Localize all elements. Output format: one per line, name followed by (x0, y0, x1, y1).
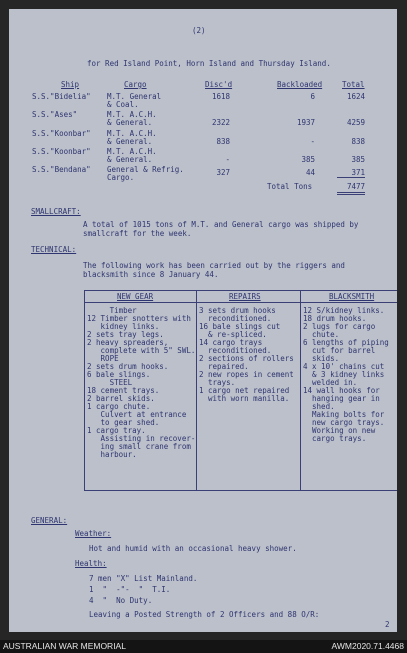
repairs-item: 1 cargo net repaired (199, 386, 290, 395)
table-row-ship: S.S."Koonbar" (32, 147, 91, 156)
table-row-disc: 327 (216, 168, 230, 177)
total-double-rule (337, 192, 365, 193)
footer-left: AUSTRALIAN WAR MEMORIAL (3, 641, 126, 651)
table-row-cargo: M.T. A.C.H. (107, 129, 157, 138)
repairs-item: 2 sections of rollers (199, 354, 294, 363)
blacksmith-item: 6 lengths of piping (303, 338, 389, 347)
health-line: 7 men "X" List Mainland. (89, 574, 198, 583)
new-gear-item: 18 cement trays. (87, 386, 160, 395)
table-row-cargo: Cargo. (107, 173, 135, 182)
total-value: 7477 (346, 182, 365, 191)
blacksmith-item: shed. (303, 402, 335, 411)
table-row-cargo: & Coal. (107, 100, 139, 109)
new-gear-item: kidney links. (87, 322, 160, 331)
blacksmith-item: 14 wall hooks for (303, 386, 380, 395)
repairs-item: reconditioned. (199, 346, 272, 355)
table-row-cargo: & General. (107, 155, 153, 164)
new-gear-item: Assisting in recover- (87, 434, 196, 443)
blacksmith-item: new cargo trays. (303, 418, 385, 427)
health-line: 1 " -"- " T.I. (89, 585, 171, 594)
technical-text: The following work has been carried out by the riggers and (83, 261, 345, 270)
blacksmith-item: welded in. (303, 378, 358, 387)
table-row-cargo: General & Refrig. (107, 165, 184, 174)
col-header-disc: Disc'd (205, 80, 233, 89)
table-row-ship: S.S."Bendana" (32, 165, 91, 174)
table-row-disc: 838 (216, 137, 230, 146)
new-gear-item: 1 cargo chute. (87, 402, 151, 411)
table-row-cargo: M.T. A.C.H. (107, 110, 157, 119)
new-gear-item: ing small crane from (87, 442, 191, 451)
smallcraft-text: A total of 1015 tons of M.T. and General cargo was shipped by (83, 220, 359, 229)
archive-footer (0, 640, 407, 653)
table-row-disc: - (225, 155, 230, 164)
table-row-back: 6 (310, 92, 315, 101)
document-heading: for Red Island Point, Horn Island and Thursday Island. (87, 59, 331, 68)
document-page (9, 9, 397, 632)
corner-mark: 2 (385, 620, 390, 629)
table-row-ship: S.S."Bidelia" (32, 92, 91, 101)
table-divider (300, 290, 301, 491)
repairs-item: with worn manilla. (199, 394, 290, 403)
table-row-back: - (310, 137, 315, 146)
repairs-item: & re-spliced. (199, 330, 267, 339)
new-gear-item: 1 cargo tray. (87, 426, 146, 435)
table-row-back: 44 (305, 168, 315, 177)
blacksmith-item: 2 lugs for cargo (303, 322, 376, 331)
table-row-cargo: M.T. General (107, 92, 162, 101)
strength-line: Leaving a Posted Strength of 2 Officers and 88 O/R: (89, 610, 320, 619)
col-header-blacksmith: BLACKSMITH (329, 292, 375, 301)
table-row-total: 4259 (346, 118, 365, 127)
table-row-cargo: M.T. A.C.H. (107, 147, 157, 156)
total-rule (337, 177, 365, 178)
new-gear-item: ROPE (87, 354, 119, 363)
blacksmith-item: cargo trays. (303, 434, 367, 443)
col-header-total: Total (342, 80, 365, 89)
blacksmith-item: Working on new (303, 426, 376, 435)
new-gear-item: 2 sets tray legs. (87, 330, 164, 339)
table-divider (196, 290, 197, 491)
blacksmith-list (303, 307, 389, 443)
blacksmith-item: Making bolts for (303, 410, 385, 419)
table-left-rule (84, 290, 85, 491)
new-gear-item: to gear shed. (87, 418, 160, 427)
total-double-rule (337, 194, 365, 195)
smallcraft-heading: SMALLCRAFT: (31, 207, 81, 216)
col-header-cargo: Cargo (124, 80, 147, 89)
table-row-total: 1624 (346, 92, 365, 101)
weather-heading: Weather: (75, 529, 112, 538)
technical-text: blacksmith since 8 January 44. (83, 270, 219, 279)
footer-right: AWM2020.71.4468 (331, 641, 404, 651)
blacksmith-item: & 3 kidney links (303, 370, 385, 379)
table-row-disc: 2322 (211, 118, 230, 127)
technical-heading: TECHNICAL: (31, 245, 77, 254)
new-gear-item: STEEL (87, 378, 133, 387)
col-header-ship: Ship (61, 80, 80, 89)
weather-text: Hot and humid with an occasional heavy shower. (89, 544, 297, 553)
blacksmith-item: cut for barrel (303, 346, 376, 355)
new-gear-item: 2 heavy spreaders, (87, 338, 169, 347)
table-header-rule (84, 302, 397, 303)
blacksmith-item: chute. (303, 330, 340, 339)
table-row-disc: 1618 (211, 92, 230, 101)
health-heading: Health: (75, 559, 107, 568)
smallcraft-text: smallcraft for the week. (83, 229, 192, 238)
blacksmith-item: 4 x 10' chains cut (303, 362, 385, 371)
repairs-item: 3 sets drum hooks (199, 306, 276, 315)
table-row-total: 838 (351, 137, 365, 146)
col-header-backloaded: Backloaded (277, 80, 323, 89)
blacksmith-item: 12 S/kidney links. (303, 306, 385, 315)
repairs-item: repaired. (199, 362, 249, 371)
table-row-total: 385 (351, 155, 365, 164)
table-row-cargo: & General. (107, 118, 153, 127)
table-row-cargo: & General. (107, 137, 153, 146)
table-bottom-rule (84, 490, 397, 491)
col-header-new-gear: NEW GEAR (117, 292, 154, 301)
new-gear-list (87, 307, 195, 459)
blacksmith-item: 18 drum hooks. (303, 314, 367, 323)
table-top-rule (84, 290, 397, 291)
new-gear-item: harbour. (87, 450, 137, 459)
col-header-repairs: REPAIRS (229, 292, 261, 301)
new-gear-item: 12 Timber snotters with (87, 314, 191, 323)
repairs-item: reconditioned. (199, 314, 272, 323)
table-row-total: 371 (351, 168, 365, 177)
general-heading: GENERAL: (31, 516, 68, 525)
table-row-back: 1937 (296, 118, 315, 127)
repairs-item: trays. (199, 378, 236, 387)
health-line: 4 " No Duty. (89, 596, 153, 605)
new-gear-item: 6 bale slings. (87, 370, 151, 379)
new-gear-item: Culvert at entrance (87, 410, 187, 419)
repairs-list (199, 307, 294, 403)
table-row-ship: S.S."Koonbar" (32, 129, 91, 138)
new-gear-item: 2 barrel skids. (87, 394, 155, 403)
blacksmith-item: skids. (303, 354, 340, 363)
table-row-back: 385 (301, 155, 315, 164)
repairs-item: 2 new ropes in cement (199, 370, 294, 379)
new-gear-item: complete with 5" SWL. (87, 346, 196, 355)
new-gear-item: Timber (87, 306, 137, 315)
repairs-item: 14 cargo trays (199, 338, 263, 347)
new-gear-item: 2 sets drum hooks. (87, 362, 169, 371)
blacksmith-item: hanging gear in (303, 394, 380, 403)
table-row-ship: S.S."Ases" (32, 110, 78, 119)
page-number: (2) (192, 26, 206, 35)
repairs-item: 16 bale slings cut (199, 322, 281, 331)
total-label: Total Tons (267, 182, 313, 191)
